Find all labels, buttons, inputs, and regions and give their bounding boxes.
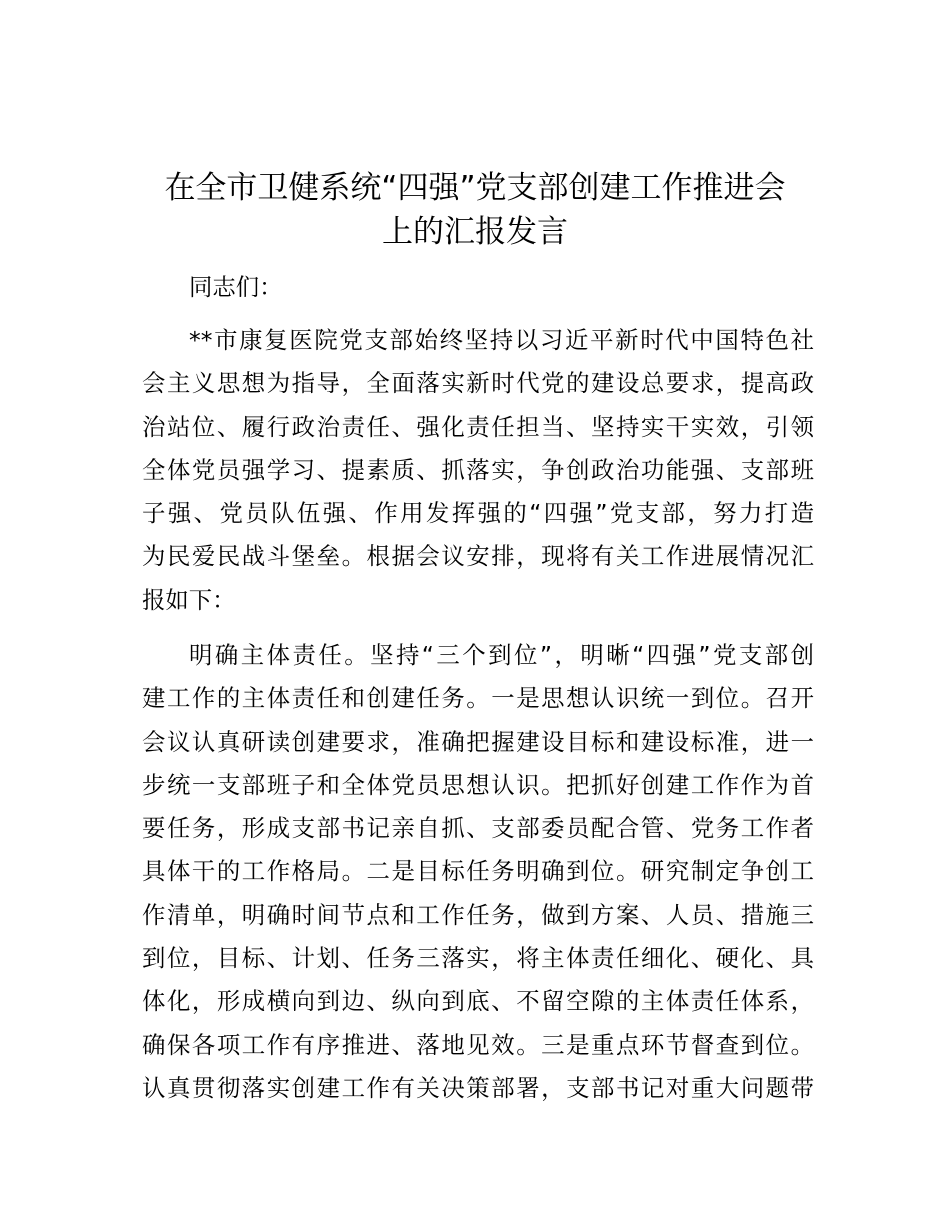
document-title: [140, 166, 810, 254]
title-line-1: 在全市卫健系统“四强”党支部创建工作推进会: [164, 170, 786, 206]
paragraph-line: 会议认真研读创建要求，准确把握建设目标和建设标准，进一: [142, 727, 814, 756]
paragraph-line: 会主义思想为指导，全面落实新时代党的建设总要求，提高政: [142, 369, 814, 398]
paragraph-line: 报如下：: [142, 585, 236, 614]
paragraph-line: 具体干的工作格局。二是目标任务明确到位。研究制定争创工: [142, 857, 814, 886]
paragraph-line: 治站位、履行政治责任、强化责任担当、坚持实干实效，引领: [142, 412, 814, 441]
paragraph-line: 体化，形成横向到边、纵向到底、不留空隙的主体责任体系，: [142, 987, 814, 1016]
greeting: 同志们：: [189, 273, 283, 301]
paragraph-line: 确保各项工作有序推进、落地见效。三是重点环节督查到位。: [142, 1030, 814, 1059]
paragraph-intro: [142, 319, 814, 622]
paragraph-line: 步统一支部班子和全体党员思想认识。把抓好创建工作作为首: [142, 770, 814, 799]
paragraph-line: 子强、党员队伍强、作用发挥强的“四强”党支部，努力打造: [142, 499, 814, 528]
paragraph-main-responsibility: [142, 634, 814, 1110]
paragraph-line: 到位，目标、计划、任务三落实，将主体责任细化、硬化、具: [142, 944, 814, 973]
paragraph-line: 为民爱民战斗堡垒。根据会议安排，现将有关工作进展情况汇: [142, 542, 814, 571]
paragraph-line: **市康复医院党支部始终坚持以习近平新时代中国特色社: [189, 326, 814, 354]
paragraph-line: 建工作的主体责任和创建任务。一是思想认识统一到位。召开: [142, 684, 814, 713]
paragraph-line: 认真贯彻落实创建工作有关决策部署，支部书记对重大问题带: [142, 1073, 814, 1102]
paragraph-line: 作清单，明确时间节点和工作任务，做到方案、人员、措施三: [142, 900, 814, 929]
paragraph-line: 全体党员强学习、提素质、抓落实，争创政治功能强、支部班: [142, 455, 814, 484]
title-line-2: 上的汇报发言: [382, 214, 568, 250]
paragraph-line: 要任务，形成支部书记亲自抓、支部委员配合管、党务工作者: [142, 814, 814, 843]
paragraph-line: 明确主体责任。坚持“三个到位”，明晰“四强”党支部创: [189, 641, 814, 669]
